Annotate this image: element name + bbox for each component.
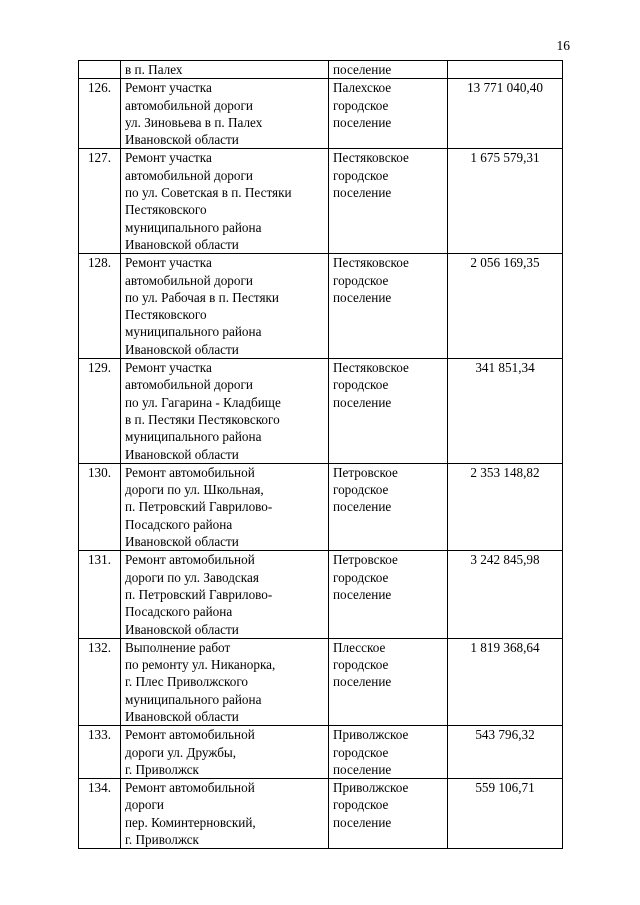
- owner-line: городское: [333, 97, 389, 113]
- road-repair-table: [78, 60, 563, 849]
- row-number-cell: 126.: [79, 79, 121, 149]
- description-line: Ивановской области: [125, 446, 239, 462]
- owner-line: Приволжское: [333, 727, 409, 743]
- description-line: Ремонт автомобильной: [125, 464, 255, 480]
- description-line: Ремонт участка: [125, 150, 212, 166]
- owner-line: Приволжское: [333, 780, 409, 796]
- row-number-cell: 130.: [79, 463, 121, 550]
- owner-line: Пестяковское: [333, 360, 409, 376]
- owner-line: Плесское: [333, 639, 386, 655]
- row-description-cell: [121, 463, 329, 550]
- description-line: Ивановской области: [125, 132, 239, 148]
- row-description-cell: [121, 149, 329, 254]
- owner-line: городское: [333, 657, 389, 673]
- row-owner-cell: [329, 463, 448, 550]
- description-line: по ремонту ул. Никанорка,: [125, 657, 276, 673]
- page-number: 16: [556, 38, 570, 53]
- table-row: [79, 254, 563, 359]
- row-owner-cell: [329, 779, 448, 849]
- row-owner-cell: [329, 638, 448, 725]
- description-line: Ивановской области: [125, 341, 239, 357]
- owner-line: городское: [333, 482, 389, 498]
- description-line: дороги по ул. Заводская: [125, 569, 259, 585]
- description-line: п. Петровский Гаврилово-: [125, 499, 273, 515]
- row-owner-cell: [329, 551, 448, 638]
- row-description-cell: [121, 254, 329, 359]
- row-amount-cell: 543 796,32: [448, 726, 563, 779]
- owner-line: городское: [333, 167, 389, 183]
- row-description-cell: [121, 726, 329, 779]
- owner-line: городское: [333, 744, 389, 760]
- owner-line: поселение: [333, 499, 392, 515]
- row-number-cell: 127.: [79, 149, 121, 254]
- owner-line: Пестяковское: [333, 255, 409, 271]
- owner-line: городское: [333, 797, 389, 813]
- owner-line: поселение: [333, 62, 392, 77]
- description-line: муниципального района: [125, 691, 262, 707]
- row-number-cell: 133.: [79, 726, 121, 779]
- description-line: Пестяковского: [125, 307, 207, 323]
- row-description-cell: [121, 79, 329, 149]
- owner-line: Пестяковское: [333, 150, 409, 166]
- description-line: дороги ул. Дружбы,: [125, 744, 237, 760]
- owner-line: городское: [333, 272, 389, 288]
- description-line: муниципального района: [125, 429, 262, 445]
- owner-line: поселение: [333, 114, 392, 130]
- description-line: Ремонт автомобильной: [125, 780, 255, 796]
- owner-line: поселение: [333, 185, 392, 201]
- row-number-cell: 131.: [79, 551, 121, 638]
- row-amount-cell: [448, 61, 563, 79]
- table-row: [79, 463, 563, 550]
- description-line: по ул. Гагарина - Кладбище: [125, 394, 281, 410]
- description-line: дороги по ул. Школьная,: [125, 482, 264, 498]
- owner-line: поселение: [333, 586, 392, 602]
- description-line: п. Петровский Гаврилово-: [125, 586, 273, 602]
- table-row: [79, 638, 563, 725]
- table-row: [79, 79, 563, 149]
- row-owner-cell: [329, 254, 448, 359]
- description-line: Ремонт автомобильной: [125, 727, 255, 743]
- row-description-cell: [121, 779, 329, 849]
- description-line: ул. Зиновьева в п. Палех: [125, 114, 263, 130]
- row-amount-cell: 2 353 148,82: [448, 463, 563, 550]
- owner-line: поселение: [333, 814, 392, 830]
- owner-line: поселение: [333, 761, 392, 777]
- row-amount-cell: 1 675 579,31: [448, 149, 563, 254]
- row-owner-cell: [329, 359, 448, 464]
- table-row: [79, 726, 563, 779]
- row-amount-cell: 341 851,34: [448, 359, 563, 464]
- owner-line: поселение: [333, 674, 392, 690]
- row-description-cell: [121, 551, 329, 638]
- description-line: автомобильной дороги: [125, 167, 253, 183]
- row-amount-cell: 1 819 368,64: [448, 638, 563, 725]
- owner-line: поселение: [333, 289, 392, 305]
- row-number-cell: [79, 61, 121, 79]
- description-line: Ивановской области: [125, 236, 239, 252]
- row-description-cell: [121, 61, 329, 79]
- owner-line: Петровское: [333, 552, 398, 568]
- table-row: [79, 551, 563, 638]
- description-line: Ивановской области: [125, 621, 239, 637]
- row-amount-cell: 559 106,71: [448, 779, 563, 849]
- description-line: Пестяковского: [125, 202, 207, 218]
- description-line: автомобильной дороги: [125, 97, 253, 113]
- row-number-cell: 132.: [79, 638, 121, 725]
- owner-line: городское: [333, 377, 389, 393]
- description-line: в п. Палех: [125, 62, 183, 77]
- description-line: Ремонт автомобильной: [125, 552, 255, 568]
- description-line: г. Приволжск: [125, 832, 199, 848]
- description-line: в п. Пестяки Пестяковского: [125, 411, 280, 427]
- row-number-cell: 129.: [79, 359, 121, 464]
- row-owner-cell: [329, 149, 448, 254]
- row-amount-cell: 2 056 169,35: [448, 254, 563, 359]
- description-line: по ул. Советская в п. Пестяки: [125, 185, 292, 201]
- description-line: пер. Коминтерновский,: [125, 814, 256, 830]
- description-line: Посадского района: [125, 516, 233, 532]
- description-line: по ул. Рабочая в п. Пестяки: [125, 289, 279, 305]
- description-line: дороги: [125, 797, 164, 813]
- description-line: Выполнение работ: [125, 639, 231, 655]
- description-line: г. Плес Приволжского: [125, 674, 248, 690]
- row-owner-cell: [329, 79, 448, 149]
- owner-line: городское: [333, 569, 389, 585]
- description-line: автомобильной дороги: [125, 272, 253, 288]
- owner-line: Петровское: [333, 464, 398, 480]
- row-owner-cell: [329, 61, 448, 79]
- owner-line: поселение: [333, 394, 392, 410]
- description-line: Посадского района: [125, 604, 233, 620]
- description-line: Ремонт участка: [125, 255, 212, 271]
- description-line: Ивановской области: [125, 708, 239, 724]
- row-number-cell: 134.: [79, 779, 121, 849]
- description-line: Ремонт участка: [125, 360, 212, 376]
- table-row: [79, 359, 563, 464]
- description-line: Ивановской области: [125, 534, 239, 550]
- description-line: Ремонт участка: [125, 80, 212, 96]
- row-number-cell: 128.: [79, 254, 121, 359]
- row-amount-cell: 13 771 040,40: [448, 79, 563, 149]
- row-description-cell: [121, 638, 329, 725]
- description-line: г. Приволжск: [125, 761, 199, 777]
- table-body: [79, 61, 563, 849]
- row-amount-cell: 3 242 845,98: [448, 551, 563, 638]
- row-owner-cell: [329, 726, 448, 779]
- description-line: муниципального района: [125, 324, 262, 340]
- description-line: автомобильной дороги: [125, 377, 253, 393]
- row-description-cell: [121, 359, 329, 464]
- table-row: [79, 779, 563, 849]
- table-row-continuation: [79, 61, 563, 79]
- table-row: [79, 149, 563, 254]
- description-line: муниципального района: [125, 219, 262, 235]
- owner-line: Палехское: [333, 80, 392, 96]
